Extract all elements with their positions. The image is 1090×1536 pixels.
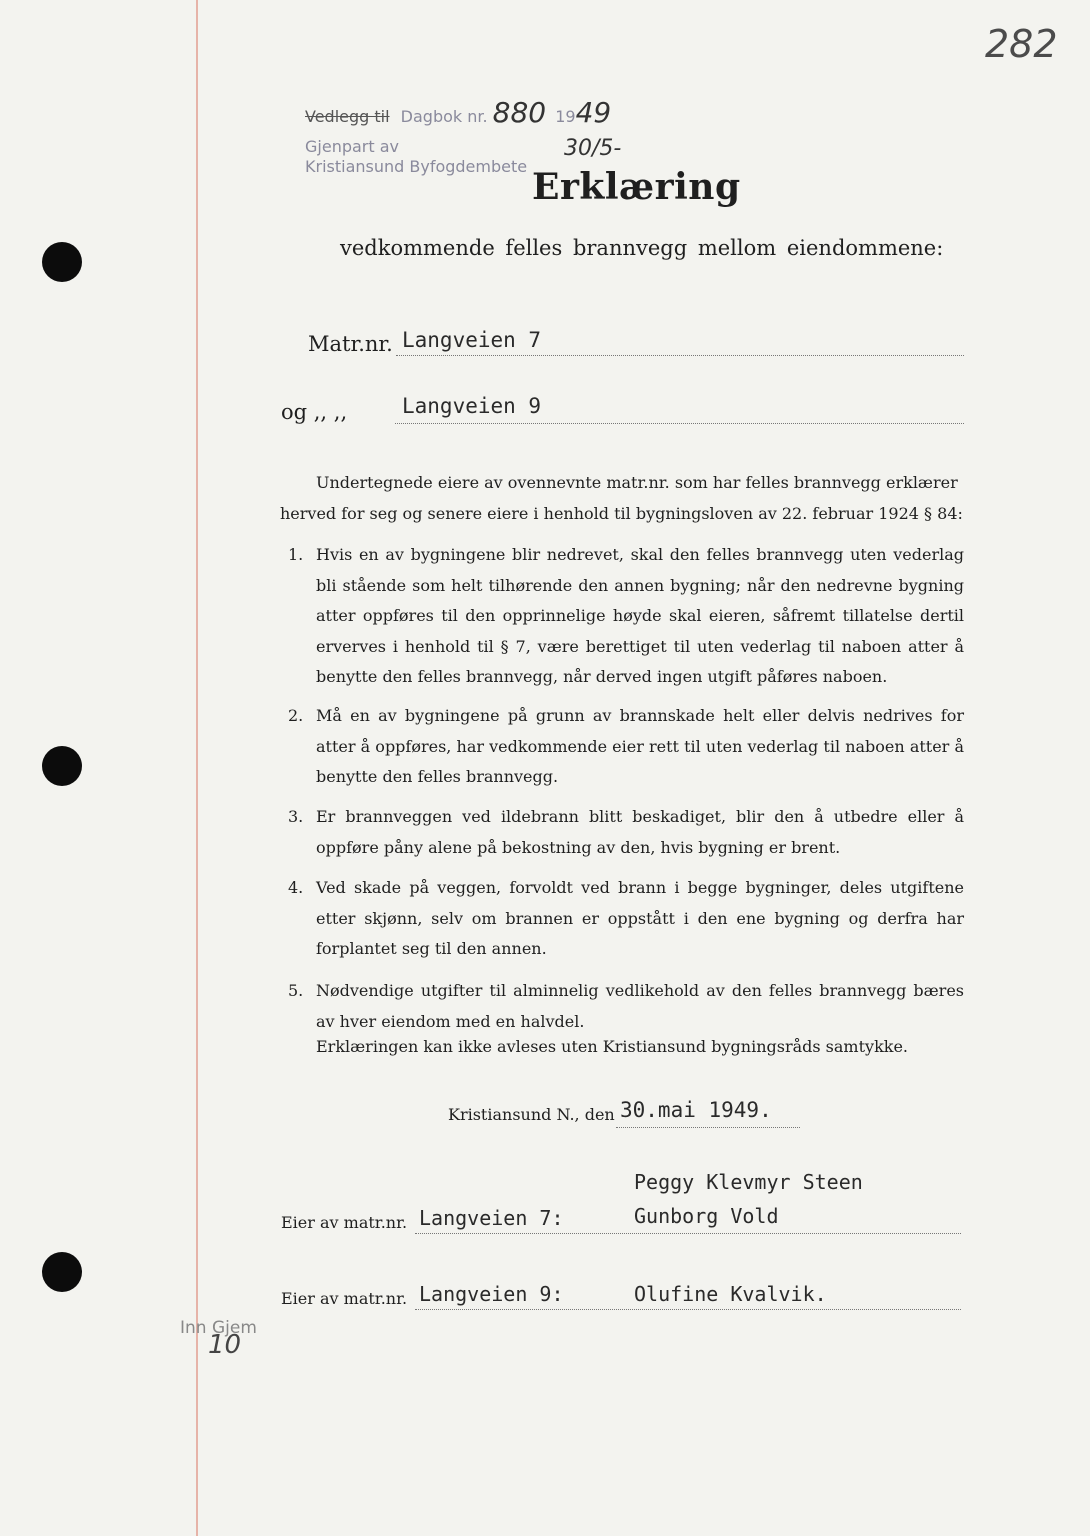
owner-line-2	[415, 1309, 961, 1310]
stamp-office: Kristiansund Byfogdembete	[305, 157, 528, 176]
date-line	[616, 1127, 800, 1128]
place-label: Kristiansund N., den	[448, 1105, 615, 1124]
item-number: 1.	[288, 545, 304, 564]
closing-statement: Erklæringen kan ikke avleses uten Kristiansund bygningsråds samtykke.	[316, 1037, 909, 1056]
signature-2: Gunborg Vold	[634, 1204, 779, 1228]
list-item	[288, 873, 964, 965]
stamp-year-suffix: 49	[575, 96, 612, 129]
item-number: 4.	[288, 878, 304, 897]
intro-line-2: herved for seg og senere eiere i henhold til bygningsloven av 22. februar 1924 § 84:	[280, 503, 963, 523]
owner-line-1	[415, 1233, 961, 1234]
owner-row-1	[281, 1200, 961, 1236]
property-value-1: Langveien 7	[402, 328, 542, 352]
item-number: 5.	[288, 981, 304, 1000]
document-subtitle: vedkommende felles brannvegg mellom eiendommene:	[340, 236, 944, 260]
property-label-1: Matr.nr.	[308, 332, 393, 356]
item-text: Er brannveggen ved ildebrann blitt beskadiget, blir den å utbedre eller å oppføre påny alene på bekostning av den, hvis bygning er brent.	[316, 807, 964, 857]
margin-note-printed: Inn Gjem	[180, 1318, 257, 1338]
punch-hole-icon	[42, 242, 82, 282]
signature-3: Olufine Kvalvik.	[634, 1282, 827, 1306]
intro-paragraph	[280, 468, 964, 529]
stamp-dagbok-label: Dagbok nr.	[400, 107, 488, 126]
owner-property-1: Langveien 7:	[419, 1206, 564, 1230]
signature-1: Peggy Klevmyr Steen	[634, 1170, 863, 1194]
margin-rule	[196, 0, 198, 1536]
property-value-2: Langveien 9	[402, 394, 542, 418]
owner-label-2: Eier av matr.nr.	[281, 1289, 408, 1308]
list-item	[288, 701, 964, 793]
property-field-1	[308, 322, 964, 358]
item-number: 3.	[288, 807, 304, 826]
stamp-year-prefix: 19	[555, 107, 576, 126]
item-text: Hvis en av bygningene blir nedrevet, skal den felles brannvegg uten vederlag bli stående som helt tilhørende den annen bygning; når den nedrevne bygning atter oppføres til den opprinnelige høyde skal eieren, såfremt tillatelse dertil erverves i henhold til § 7, være berettiget til uten vederlag til naboen atter å benytte den felles brannvegg, når derved ingen utgift påføres naboen.	[316, 545, 964, 686]
punch-hole-icon	[42, 746, 82, 786]
stamp-handwritten-date: 30/5-	[564, 136, 622, 161]
list-item	[288, 540, 964, 693]
date-value: 30.mai 1949.	[620, 1098, 772, 1122]
intro-line-1: Undertegnede eiere av ovennevnte matr.nr. som har felles brannvegg erklærer	[316, 473, 958, 492]
item-text: Ved skade på veggen, forvoldt ved brann i begge bygninger, deles utgiftene etter skjønn, selv om brannen er oppstått i den ene bygning og derfra har forplantet seg til den annen.	[316, 878, 964, 958]
property-label-2: og ,, ,,	[281, 400, 348, 424]
owner-label-1: Eier av matr.nr.	[281, 1213, 408, 1232]
owner-row-2	[281, 1276, 961, 1312]
margin-note	[180, 1318, 257, 1360]
document-title: Erklæring	[532, 166, 741, 208]
property-line-2	[395, 423, 964, 424]
stamp-vedlegg: Vedlegg til	[305, 107, 390, 126]
property-field-2	[281, 390, 964, 426]
page-number: 282	[985, 22, 1058, 66]
margin-note-handwritten: 10	[208, 1330, 242, 1360]
punch-hole-icon	[42, 1252, 82, 1292]
item-text: Nødvendige utgifter til alminnelig vedlikehold av den felles brannvegg bæres av hver eiendom med en halvdel.	[316, 981, 964, 1031]
owner-property-2: Langveien 9:	[419, 1282, 564, 1306]
list-item	[288, 976, 964, 1037]
list-item	[288, 802, 964, 863]
item-text: Må en av bygningene på grunn av brannskade helt eller delvis nedrives for atter å oppføres, har vedkommende eier rett til uten vederlag til naboen atter å benytte den felles brannvegg.	[316, 706, 964, 786]
date-field	[448, 1094, 800, 1130]
property-line-1	[396, 355, 964, 356]
stamp-dagbok-number: 880	[492, 96, 547, 129]
stamp-gjenpart: Gjenpart av	[305, 137, 399, 156]
item-number: 2.	[288, 706, 304, 725]
